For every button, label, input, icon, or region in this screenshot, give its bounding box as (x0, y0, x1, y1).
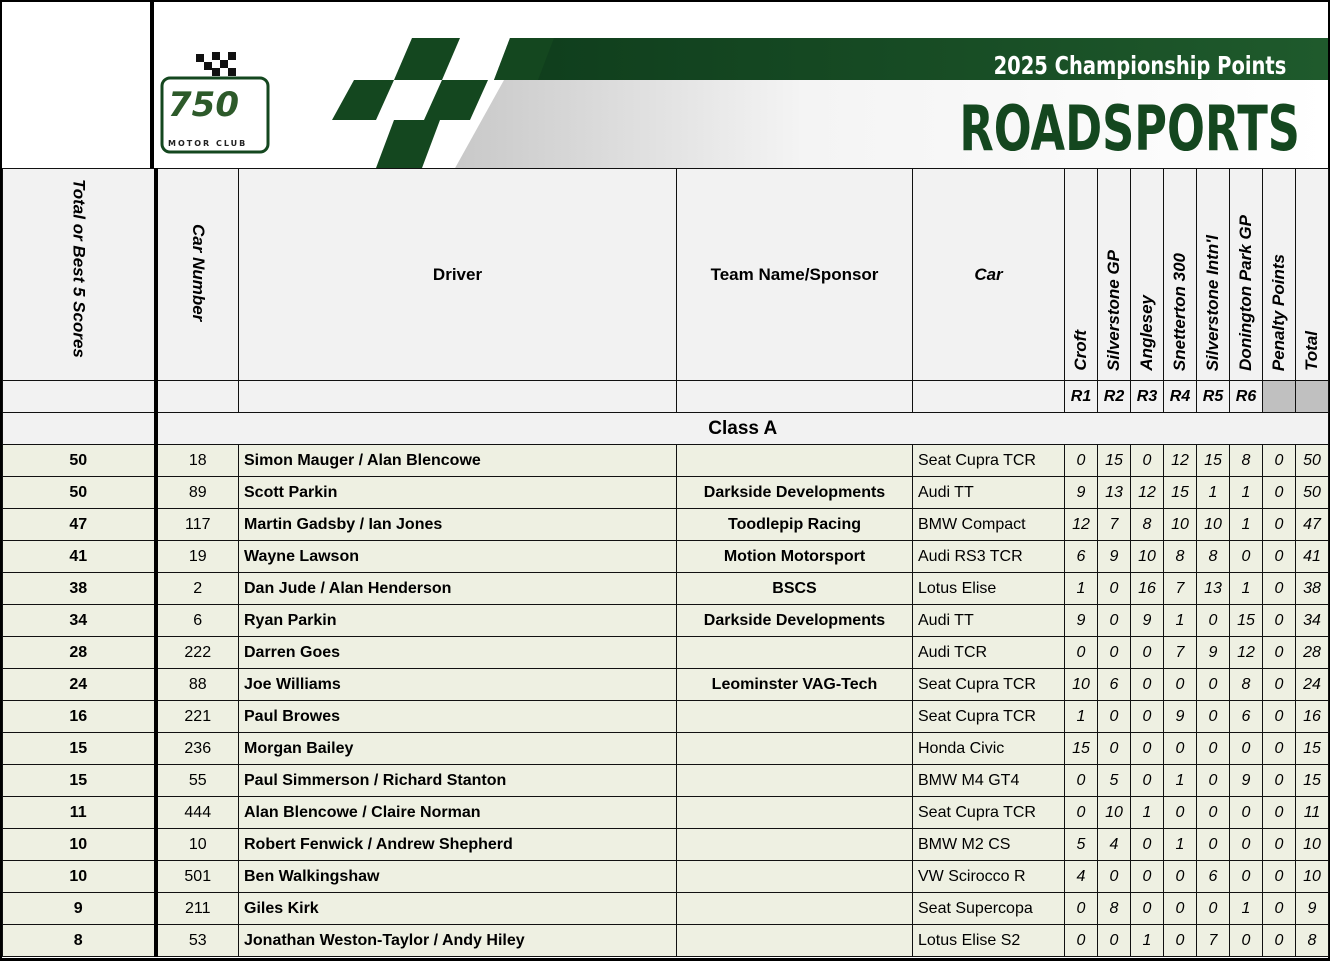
round-label: R5 (1197, 381, 1230, 413)
total-points: 41 (1296, 541, 1329, 573)
car-model: Audi TT (913, 477, 1065, 509)
round-points: 8 (1164, 541, 1197, 573)
round-points: 0 (1164, 797, 1197, 829)
round-points: 4 (1065, 861, 1098, 893)
round-points: 1 (1230, 893, 1263, 925)
car-number: 2 (156, 573, 239, 605)
car-model: Lotus Elise S2 (913, 925, 1065, 957)
penalty-points: 0 (1263, 669, 1296, 701)
round-points: 1 (1131, 797, 1164, 829)
header-round-4: Snetterton 300 (1164, 169, 1197, 381)
round-points: 9 (1098, 541, 1131, 573)
header-total-best: Total or Best 5 Scores (3, 169, 156, 381)
total-points: 10 (1296, 829, 1329, 861)
round-points: 1 (1230, 573, 1263, 605)
round-points: 1 (1164, 605, 1197, 637)
round-points: 0 (1065, 445, 1098, 477)
round-points: 0 (1098, 605, 1131, 637)
round-points: 15 (1065, 733, 1098, 765)
round-points: 7 (1164, 637, 1197, 669)
team-name (677, 829, 913, 861)
round-points: 0 (1131, 701, 1164, 733)
car-number: 501 (156, 861, 239, 893)
round-points: 8 (1098, 893, 1131, 925)
series-title: ROADSPORTS (959, 92, 1300, 165)
round-points: 12 (1131, 477, 1164, 509)
driver-name: Jonathan Weston-Taylor / Andy Hiley (239, 925, 677, 957)
driver-name: Paul Simmerson / Richard Stanton (239, 765, 677, 797)
total-points: 15 (1296, 733, 1329, 765)
team-name (677, 861, 913, 893)
round-label: R2 (1098, 381, 1131, 413)
round-points: 0 (1164, 925, 1197, 957)
penalty-points: 0 (1263, 829, 1296, 861)
round-points: 6 (1230, 701, 1263, 733)
driver-name: Scott Parkin (239, 477, 677, 509)
round-points: 0 (1065, 797, 1098, 829)
best-score: 41 (3, 541, 156, 573)
total-points: 15 (1296, 765, 1329, 797)
table-row (3, 925, 1329, 957)
driver-name: Ben Walkingshaw (239, 861, 677, 893)
table-row (3, 669, 1329, 701)
car-model: VW Scirocco R (913, 861, 1065, 893)
round-points: 0 (1131, 733, 1164, 765)
round-points: 7 (1098, 509, 1131, 541)
table-row (3, 477, 1329, 509)
table-row (3, 605, 1329, 637)
car-number: 117 (156, 509, 239, 541)
driver-name: Simon Mauger / Alan Blencowe (239, 445, 677, 477)
best-score: 15 (3, 733, 156, 765)
penalty-points: 0 (1263, 637, 1296, 669)
round-points: 0 (1098, 861, 1131, 893)
round-points: 0 (1230, 797, 1263, 829)
team-name (677, 701, 913, 733)
round-points: 7 (1164, 573, 1197, 605)
round-points: 8 (1230, 445, 1263, 477)
round-points: 0 (1164, 861, 1197, 893)
best-score: 16 (3, 701, 156, 733)
penalty-points: 0 (1263, 765, 1296, 797)
total-points: 10 (1296, 861, 1329, 893)
team-name: Toodlepip Racing (677, 509, 913, 541)
round-points: 9 (1065, 477, 1098, 509)
driver-name: Ryan Parkin (239, 605, 677, 637)
round-points: 0 (1197, 765, 1230, 797)
car-model: BMW M4 GT4 (913, 765, 1065, 797)
round-points: 9 (1131, 605, 1164, 637)
round-number-row (3, 381, 1329, 413)
car-model: Seat Cupra TCR (913, 797, 1065, 829)
driver-name: Alan Blencowe / Claire Norman (239, 797, 677, 829)
round-points: 12 (1164, 445, 1197, 477)
best-score: 15 (3, 765, 156, 797)
table-row (3, 541, 1329, 573)
svg-text:750: 750 (168, 85, 239, 125)
best-score: 9 (3, 893, 156, 925)
championship-title: 2025 Championship Points (993, 51, 1286, 80)
car-number: 211 (156, 893, 239, 925)
total-points: 11 (1296, 797, 1329, 829)
round-points: 0 (1230, 925, 1263, 957)
round-points: 1 (1230, 477, 1263, 509)
round-points: 8 (1131, 509, 1164, 541)
driver-name: Giles Kirk (239, 893, 677, 925)
total-points: 47 (1296, 509, 1329, 541)
driver-name: Dan Jude / Alan Henderson (239, 573, 677, 605)
class-row (3, 413, 1329, 445)
round-points: 7 (1197, 925, 1230, 957)
table-row (3, 893, 1329, 925)
header-total: Total (1296, 169, 1329, 381)
round-points: 0 (1197, 733, 1230, 765)
round-points: 1 (1197, 477, 1230, 509)
total-points: 16 (1296, 701, 1329, 733)
team-name: Darkside Developments (677, 605, 913, 637)
car-model: Audi TCR (913, 637, 1065, 669)
round-points: 12 (1230, 637, 1263, 669)
column-header-row (3, 169, 1329, 381)
table-row (3, 797, 1329, 829)
team-name (677, 765, 913, 797)
points-table (2, 168, 1329, 957)
car-model: Seat Cupra TCR (913, 669, 1065, 701)
car-model: Lotus Elise (913, 573, 1065, 605)
total-points: 38 (1296, 573, 1329, 605)
round-points: 10 (1164, 509, 1197, 541)
driver-name: Joe Williams (239, 669, 677, 701)
team-name: Leominster VAG-Tech (677, 669, 913, 701)
header-penalty: Penalty Points (1263, 169, 1296, 381)
best-score: 50 (3, 477, 156, 509)
penalty-points: 0 (1263, 701, 1296, 733)
table-row (3, 765, 1329, 797)
team-name (677, 797, 913, 829)
penalty-points: 0 (1263, 509, 1296, 541)
car-number: 19 (156, 541, 239, 573)
round-points: 8 (1197, 541, 1230, 573)
car-number: 221 (156, 701, 239, 733)
round-points: 1 (1164, 829, 1197, 861)
round-points: 0 (1164, 733, 1197, 765)
round-points: 1 (1065, 573, 1098, 605)
penalty-points: 0 (1263, 445, 1296, 477)
round-points: 0 (1131, 669, 1164, 701)
car-number: 18 (156, 445, 239, 477)
round-points: 4 (1098, 829, 1131, 861)
header-round-2: Silverstone GP (1098, 169, 1131, 381)
round-points: 9 (1164, 701, 1197, 733)
round-points: 8 (1230, 669, 1263, 701)
team-name: Motion Motorsport (677, 541, 913, 573)
best-score: 34 (3, 605, 156, 637)
round-points: 9 (1065, 605, 1098, 637)
car-number: 10 (156, 829, 239, 861)
driver-name: Paul Browes (239, 701, 677, 733)
round-label: R4 (1164, 381, 1197, 413)
car-model: Seat Supercopa (913, 893, 1065, 925)
round-points: 0 (1065, 925, 1098, 957)
car-model: Seat Cupra TCR (913, 701, 1065, 733)
header-round-3: Anglesey (1131, 169, 1164, 381)
header-banner (154, 38, 1328, 170)
car-number: 6 (156, 605, 239, 637)
car-model: Seat Cupra TCR (913, 445, 1065, 477)
penalty-points: 0 (1263, 605, 1296, 637)
team-name: Darkside Developments (677, 477, 913, 509)
round-points: 0 (1230, 541, 1263, 573)
table-row (3, 861, 1329, 893)
table-row (3, 637, 1329, 669)
round-points: 15 (1164, 477, 1197, 509)
round-points: 16 (1131, 573, 1164, 605)
round-points: 0 (1065, 637, 1098, 669)
round-points: 0 (1131, 637, 1164, 669)
round-points: 1 (1131, 925, 1164, 957)
car-model: Audi TT (913, 605, 1065, 637)
team-name (677, 925, 913, 957)
table-row (3, 573, 1329, 605)
best-score: 38 (3, 573, 156, 605)
header-car-number: Car Number (156, 169, 239, 381)
penalty-points: 0 (1263, 797, 1296, 829)
round-points: 0 (1098, 573, 1131, 605)
round-points: 0 (1098, 701, 1131, 733)
round-points: 0 (1197, 605, 1230, 637)
car-model: BMW M2 CS (913, 829, 1065, 861)
round-points: 13 (1197, 573, 1230, 605)
penalty-points: 0 (1263, 477, 1296, 509)
round-points: 0 (1131, 765, 1164, 797)
750-motor-club-logo (162, 52, 268, 152)
round-points: 1 (1164, 765, 1197, 797)
best-score: 10 (3, 829, 156, 861)
class-label: Class A (156, 413, 1329, 445)
best-score: 24 (3, 669, 156, 701)
team-name (677, 445, 913, 477)
round-points: 0 (1098, 637, 1131, 669)
round-points: 10 (1131, 541, 1164, 573)
best-score: 11 (3, 797, 156, 829)
header-team: Team Name/Sponsor (677, 169, 913, 381)
round-points: 10 (1197, 509, 1230, 541)
round-label: R6 (1230, 381, 1263, 413)
round-points: 13 (1098, 477, 1131, 509)
penalty-points: 0 (1263, 925, 1296, 957)
penalty-points: 0 (1263, 733, 1296, 765)
best-score: 28 (3, 637, 156, 669)
round-points: 10 (1065, 669, 1098, 701)
best-score: 50 (3, 445, 156, 477)
penalty-points: 0 (1263, 573, 1296, 605)
round-points: 0 (1164, 893, 1197, 925)
round-label: R1 (1065, 381, 1098, 413)
best-score: 8 (3, 925, 156, 957)
car-number: 53 (156, 925, 239, 957)
round-points: 5 (1065, 829, 1098, 861)
round-points: 0 (1197, 893, 1230, 925)
driver-name: Wayne Lawson (239, 541, 677, 573)
round-points: 0 (1197, 829, 1230, 861)
round-points: 0 (1131, 445, 1164, 477)
round-points: 6 (1065, 541, 1098, 573)
table-row (3, 509, 1329, 541)
round-points: 0 (1098, 925, 1131, 957)
team-name (677, 733, 913, 765)
round-points: 0 (1197, 797, 1230, 829)
round-points: 0 (1098, 733, 1131, 765)
header-driver: Driver (239, 169, 677, 381)
round-label: R3 (1131, 381, 1164, 413)
round-points: 0 (1230, 829, 1263, 861)
car-model: BMW Compact (913, 509, 1065, 541)
best-score: 10 (3, 861, 156, 893)
car-model: Audi RS3 TCR (913, 541, 1065, 573)
round-points: 0 (1230, 861, 1263, 893)
round-points: 0 (1131, 893, 1164, 925)
team-name (677, 893, 913, 925)
round-points: 6 (1098, 669, 1131, 701)
table-row (3, 701, 1329, 733)
car-number: 222 (156, 637, 239, 669)
round-points: 6 (1197, 861, 1230, 893)
driver-name: Martin Gadsby / Ian Jones (239, 509, 677, 541)
round-points: 0 (1065, 893, 1098, 925)
round-points: 0 (1131, 829, 1164, 861)
driver-name: Morgan Bailey (239, 733, 677, 765)
round-points: 15 (1098, 445, 1131, 477)
round-points: 9 (1230, 765, 1263, 797)
round-points: 0 (1131, 861, 1164, 893)
header-round-5: Silverstone Intn'l (1197, 169, 1230, 381)
header-round-1: Croft (1065, 169, 1098, 381)
penalty-points: 0 (1263, 861, 1296, 893)
penalty-points: 0 (1263, 893, 1296, 925)
round-points: 1 (1230, 509, 1263, 541)
car-number: 89 (156, 477, 239, 509)
round-points: 15 (1230, 605, 1263, 637)
round-points: 0 (1164, 669, 1197, 701)
total-points: 28 (1296, 637, 1329, 669)
total-points: 9 (1296, 893, 1329, 925)
best-score: 47 (3, 509, 156, 541)
round-points: 1 (1065, 701, 1098, 733)
total-points: 50 (1296, 445, 1329, 477)
car-number: 55 (156, 765, 239, 797)
driver-name: Darren Goes (239, 637, 677, 669)
round-points: 12 (1065, 509, 1098, 541)
header-round-6: Donington Park GP (1230, 169, 1263, 381)
round-points: 9 (1197, 637, 1230, 669)
svg-text:MOTOR CLUB: MOTOR CLUB (168, 139, 248, 148)
round-points: 0 (1197, 701, 1230, 733)
car-number: 444 (156, 797, 239, 829)
car-number: 88 (156, 669, 239, 701)
table-row (3, 829, 1329, 861)
round-points: 5 (1098, 765, 1131, 797)
round-points: 0 (1065, 765, 1098, 797)
total-points: 50 (1296, 477, 1329, 509)
round-points: 10 (1098, 797, 1131, 829)
table-row (3, 733, 1329, 765)
round-points: 0 (1230, 733, 1263, 765)
total-points: 8 (1296, 925, 1329, 957)
car-number: 236 (156, 733, 239, 765)
total-points: 34 (1296, 605, 1329, 637)
round-points: 15 (1197, 445, 1230, 477)
team-name: BSCS (677, 573, 913, 605)
driver-name: Robert Fenwick / Andrew Shepherd (239, 829, 677, 861)
round-points: 0 (1197, 669, 1230, 701)
penalty-points: 0 (1263, 541, 1296, 573)
header-car: Car (913, 169, 1065, 381)
team-name (677, 637, 913, 669)
table-row (3, 445, 1329, 477)
total-points: 24 (1296, 669, 1329, 701)
car-model: Honda Civic (913, 733, 1065, 765)
